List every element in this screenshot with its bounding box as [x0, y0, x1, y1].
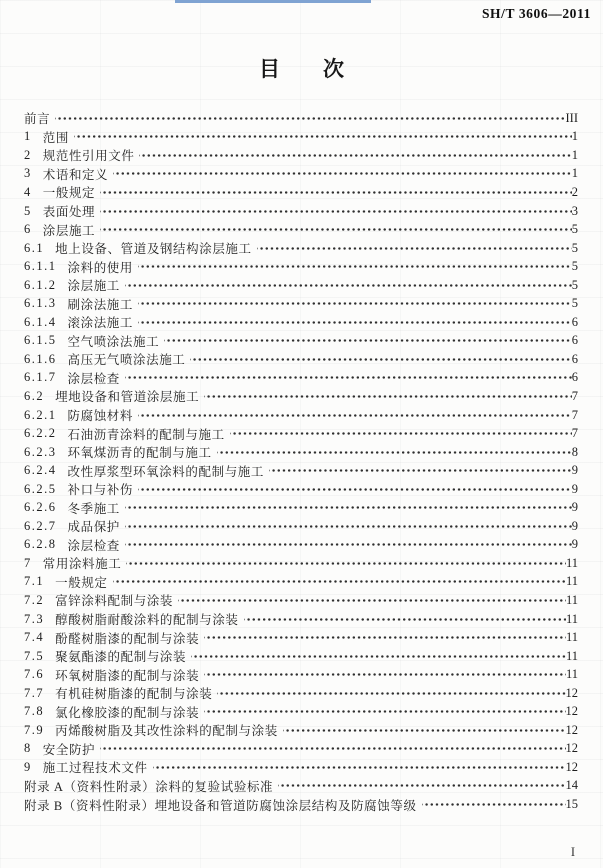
- toc-entry-number: 6.2: [24, 388, 45, 403]
- toc-page-number: 1: [571, 147, 578, 162]
- toc-page-number: 12: [565, 741, 578, 756]
- toc-entry-title: 成品保护: [67, 520, 120, 535]
- toc-entry-number: 6.2.2: [24, 426, 57, 441]
- toc-row: [24, 554, 578, 573]
- toc-entry-number: 1: [24, 129, 32, 144]
- toc-entry-title: 补口与补伤: [67, 483, 134, 498]
- toc-page-number: 7: [571, 426, 578, 441]
- toc-leader-dots: [257, 242, 572, 255]
- toc-entry-title: 规范性引用文件: [42, 149, 135, 164]
- top-highlight-bar: [175, 0, 371, 3]
- toc-entry-title: 冬季施工: [67, 501, 120, 516]
- toc-row: [24, 703, 578, 722]
- toc-entry-number: 7.9: [24, 722, 45, 737]
- toc-entry-title: 环氧煤沥青的配制与施工: [67, 446, 212, 461]
- toc-entry-number: 6.2.6: [24, 500, 57, 515]
- toc-leader-dots: [125, 520, 572, 533]
- toc-leader-dots: [100, 186, 572, 199]
- toc-row: [24, 740, 578, 759]
- toc-leader-dots: [100, 223, 572, 236]
- toc-entry-number: 5: [24, 203, 32, 218]
- toc-entry-title: 术语和定义: [42, 167, 109, 182]
- toc-page-number: 9: [571, 500, 578, 515]
- toc-entry-title: 改性厚浆型环氧涂料的配制与施工: [67, 464, 265, 479]
- toc-entry-title: 防腐蚀材料: [67, 409, 134, 424]
- toc-entry-number: 6.1.7: [24, 370, 57, 385]
- toc-page-number: 2: [571, 184, 578, 199]
- toc-row: [24, 777, 578, 796]
- toc-entry-title: 附录 B（资料性附录）埋地设备和管道防腐蚀涂层结构及防腐蚀等级: [24, 798, 417, 813]
- standard-code: SH/T 3606—2011: [481, 6, 591, 21]
- toc-entry-number: 6.1.3: [24, 296, 57, 311]
- toc-leader-dots: [138, 297, 572, 310]
- toc-row: [24, 276, 578, 295]
- toc-page-number: 5: [571, 277, 578, 292]
- toc-leader-dots: [153, 761, 566, 774]
- toc-page-number: 8: [571, 444, 578, 459]
- toc-row: [24, 183, 578, 202]
- toc-row: [24, 443, 578, 462]
- toc-entry-title: 滚涂法施工: [67, 316, 134, 331]
- toc-page-number: 15: [565, 797, 578, 811]
- toc-row: [24, 498, 578, 517]
- toc-row: [24, 591, 578, 610]
- toc-row: [24, 647, 578, 666]
- toc-row: [24, 721, 578, 740]
- toc-page-number: 7: [571, 407, 578, 422]
- page-title-text: 目次: [259, 57, 387, 81]
- toc-row: [24, 610, 578, 629]
- toc-entry-number: 6.1.2: [24, 277, 57, 292]
- toc-list: [24, 109, 578, 814]
- toc-row: [24, 369, 578, 388]
- toc-leader-dots: [125, 279, 572, 292]
- toc-entry-title: 附录 A（资料性附录）涂料的复验试验标准: [24, 779, 274, 794]
- toc-leader-dots: [138, 409, 572, 422]
- toc-entry-title: 涂料的使用: [67, 260, 134, 275]
- toc-page-number: 11: [565, 611, 578, 626]
- toc-leader-dots: [244, 613, 566, 626]
- toc-entry-number: 6.2.4: [24, 463, 57, 478]
- toc-row: [24, 795, 578, 814]
- toc-entry-number: 6: [24, 222, 32, 237]
- toc-entry-title: 聚氨酯漆的配制与涂装: [55, 650, 187, 665]
- toc-entry-title: 地上设备、管道及钢结构涂层施工: [55, 242, 252, 257]
- toc-entry-number: 6.2.3: [24, 444, 57, 459]
- toc-leader-dots: [178, 594, 566, 607]
- toc-row: [24, 684, 578, 703]
- toc-page-number: 11: [565, 667, 578, 682]
- toc-page-number: 5: [571, 222, 578, 237]
- toc-page-number: 9: [571, 518, 578, 533]
- toc-page-number: 3: [571, 203, 578, 218]
- toc-leader-dots: [125, 538, 572, 551]
- toc-entry-title: 安全防护: [42, 742, 96, 757]
- toc-page-number: 12: [565, 722, 578, 737]
- toc-entry-title: 涂层施工: [67, 279, 120, 294]
- toc-page-number: 6: [571, 351, 578, 366]
- toc-entry-title: 施工过程技术文件: [42, 761, 148, 776]
- toc-entry-number: 6.1.1: [24, 259, 57, 274]
- toc-leader-dots: [100, 742, 565, 755]
- toc-leader-dots: [217, 446, 572, 459]
- toc-leader-dots: [269, 464, 572, 477]
- toc-row: [24, 202, 578, 221]
- toc-row: [24, 257, 578, 276]
- toc-row: [24, 165, 578, 184]
- toc-row: [24, 294, 578, 313]
- toc-row: [24, 517, 578, 536]
- toc-row: [24, 239, 578, 258]
- toc-page-number: 11: [565, 555, 578, 570]
- toc-entry-number: 3: [24, 166, 32, 181]
- toc-entry-title: 刷涂法施工: [67, 297, 134, 312]
- toc-entry-number: 6.2.5: [24, 481, 57, 496]
- toc-entry-title: 涂层检查: [67, 371, 120, 386]
- toc-entry-number: 2: [24, 147, 32, 162]
- toc-entry-number: 7: [24, 555, 32, 570]
- toc-leader-dots: [230, 427, 572, 440]
- toc-entry-number: 6.1: [24, 240, 45, 255]
- toc-row: [24, 536, 578, 555]
- toc-entry-number: 7.1: [24, 574, 45, 589]
- toc-leader-dots: [55, 112, 565, 125]
- toc-page-number: 11: [565, 592, 578, 607]
- toc-leader-dots: [139, 149, 571, 162]
- toc-row: [24, 128, 578, 147]
- toc-entry-title: 常用涂料施工: [42, 557, 122, 572]
- toc-leader-dots: [125, 501, 572, 514]
- toc-entry-title: 酚醛树脂漆的配制与涂装: [55, 631, 200, 646]
- toc-row: [24, 332, 578, 351]
- toc-leader-dots: [204, 390, 572, 403]
- toc-page-number: 12: [565, 759, 578, 774]
- toc-entry-number: 7.6: [24, 667, 45, 682]
- toc-entry-title: 一般规定: [55, 575, 108, 590]
- toc-entry-title: 醇酸树脂耐酸涂料的配制与涂装: [55, 613, 239, 628]
- toc-leader-dots: [138, 260, 572, 273]
- toc-row: [24, 387, 578, 406]
- footer-page-number: I: [570, 845, 575, 859]
- toc-page-number: 5: [571, 240, 578, 255]
- toc-leader-dots: [204, 705, 565, 718]
- toc-page-number: 12: [565, 704, 578, 719]
- toc-page-number: 1: [571, 166, 578, 181]
- toc-page-number: 12: [565, 685, 578, 700]
- toc-row: [24, 406, 578, 425]
- toc-entry-title: 丙烯酸树脂及其改性涂料的配制与涂装: [55, 724, 278, 739]
- toc-entry-title: 涂层施工: [42, 223, 96, 238]
- toc-row: [24, 350, 578, 369]
- toc-entry-title: 埋地设备和管道涂层施工: [55, 390, 200, 405]
- toc-page-number: 7: [571, 388, 578, 403]
- toc-page-number: 1: [571, 129, 578, 144]
- toc-page-number: 14: [565, 778, 578, 793]
- toc-leader-dots: [113, 167, 571, 180]
- toc-leader-dots: [100, 205, 572, 218]
- toc-leader-dots: [126, 557, 566, 570]
- toc-entry-number: 7.8: [24, 704, 45, 719]
- toc-row: [24, 665, 578, 684]
- toc-entry-number: 6.2.7: [24, 518, 57, 533]
- toc-row: [24, 628, 578, 647]
- toc-entry-number: 6.1.5: [24, 333, 57, 348]
- toc-entry-title: 富锌涂料配制与涂装: [55, 594, 174, 609]
- toc-leader-dots: [164, 334, 572, 347]
- toc-row: [24, 461, 578, 480]
- page-title: [0, 53, 603, 83]
- toc-entry-number: 7.4: [24, 630, 45, 645]
- toc-entry-number: 7.5: [24, 648, 45, 663]
- toc-leader-dots: [278, 779, 565, 792]
- toc-entry-number: 6.1.4: [24, 314, 57, 329]
- toc-leader-dots: [204, 631, 566, 644]
- toc-leader-dots: [204, 668, 566, 681]
- toc-page-number: III: [565, 110, 578, 125]
- toc-entry-number: 6.2.1: [24, 407, 57, 422]
- toc-leader-dots: [138, 316, 572, 329]
- toc-leader-dots: [74, 130, 572, 143]
- toc-entry-number: 7.2: [24, 592, 45, 607]
- toc-row: [24, 480, 578, 499]
- toc-page-number: 6: [571, 333, 578, 348]
- toc-page-number: 11: [565, 630, 578, 645]
- toc-entry-number: 4: [24, 184, 32, 199]
- toc-row: [24, 146, 578, 165]
- toc-entry-title: 有机硅树脂漆的配制与涂装: [55, 687, 213, 702]
- toc-leader-dots: [422, 798, 566, 811]
- toc-entry-title: 涂层检查: [67, 538, 120, 553]
- toc-entry-number: 7.7: [24, 685, 45, 700]
- toc-leader-dots: [283, 724, 566, 737]
- toc-entry-title: 空气喷涂法施工: [67, 334, 160, 349]
- toc-page-number: 6: [571, 314, 578, 329]
- toc-page-number: 5: [571, 296, 578, 311]
- toc-leader-dots: [190, 353, 571, 366]
- toc-row: [24, 109, 578, 128]
- toc-row: [24, 758, 578, 777]
- toc-entry-title: 范围: [42, 130, 69, 145]
- toc-leader-dots: [125, 371, 572, 384]
- toc-page-number: 11: [565, 648, 578, 663]
- toc-row: [24, 220, 578, 239]
- toc-leader-dots: [191, 650, 566, 663]
- toc-page-number: 11: [565, 574, 578, 589]
- toc-entry-title: 氯化橡胶漆的配制与涂装: [55, 705, 200, 720]
- toc-entry-number: 6.2.8: [24, 537, 57, 552]
- toc-entry-title: 高压无气喷涂法施工: [67, 353, 186, 368]
- toc-row: [24, 424, 578, 443]
- toc-page-number: 9: [571, 463, 578, 478]
- toc-leader-dots: [138, 483, 572, 496]
- toc-entry-title: 石油沥青涂料的配制与施工: [67, 427, 225, 442]
- toc-page-number: 9: [571, 481, 578, 496]
- toc-entry-number: 8: [24, 741, 32, 756]
- toc-entry-title: 表面处理: [42, 205, 96, 219]
- toc-entry-title: 环氧树脂漆的配制与涂装: [55, 668, 200, 683]
- toc-entry-number: 9: [24, 759, 32, 774]
- toc-leader-dots: [217, 687, 565, 700]
- toc-entry-title: 一般规定: [42, 186, 96, 201]
- toc-leader-dots: [113, 575, 566, 588]
- toc-entry-number: 6.1.6: [24, 351, 57, 366]
- toc-entry-number: 7.3: [24, 611, 45, 626]
- toc-entry-title: 前言: [24, 112, 51, 127]
- toc-row: [24, 313, 578, 332]
- toc-page-number: 6: [571, 370, 578, 385]
- toc-page-number: 9: [571, 537, 578, 552]
- toc-page-number: 5: [571, 259, 578, 274]
- toc-row: [24, 573, 578, 592]
